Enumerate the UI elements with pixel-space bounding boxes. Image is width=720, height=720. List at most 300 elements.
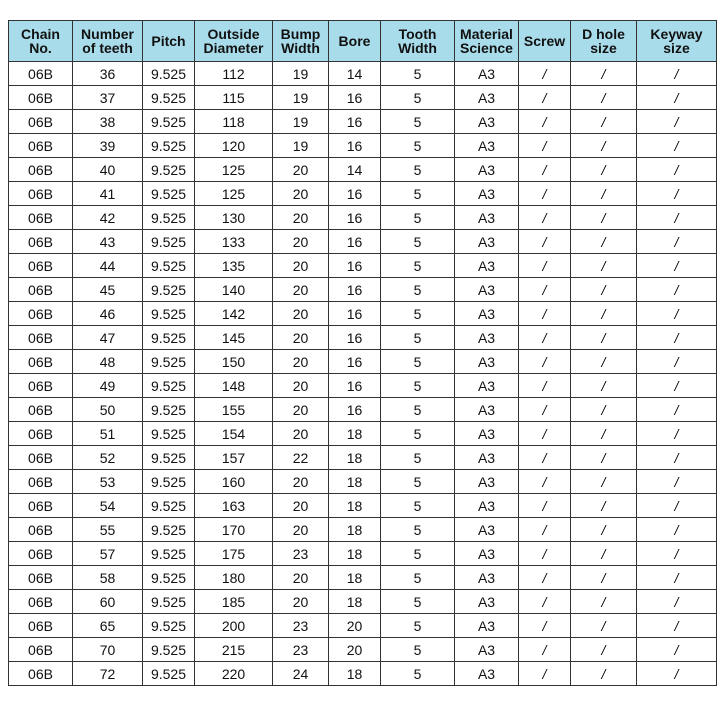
cell-tooth-width: 5 [381,182,455,206]
cell-number-of-teeth: 42 [73,206,143,230]
cell-bump-width: 20 [273,470,329,494]
cell-material-science: A3 [455,326,519,350]
cell-bump-width: 20 [273,566,329,590]
cell-tooth-width: 5 [381,422,455,446]
cell-bore: 16 [329,134,381,158]
cell-tooth-width: 5 [381,350,455,374]
cell-screw: / [519,662,571,686]
header-screw [519,21,571,62]
cell-chain-no: 06B [9,86,73,110]
cell-outside-diameter: 145 [195,326,273,350]
cell-screw: / [519,302,571,326]
table-row [9,494,717,518]
cell-screw: / [519,374,571,398]
cell-outside-diameter: 112 [195,62,273,86]
table-row [9,278,717,302]
cell-outside-diameter: 135 [195,254,273,278]
header-label: Science [460,40,513,56]
table-row [9,398,717,422]
cell-chain-no: 06B [9,422,73,446]
cell-outside-diameter: 157 [195,446,273,470]
cell-screw: / [519,230,571,254]
cell-bump-width: 20 [273,182,329,206]
cell-pitch: 9.525 [143,518,195,542]
cell-bore: 16 [329,302,381,326]
cell-bore: 14 [329,158,381,182]
cell-tooth-width: 5 [381,470,455,494]
cell-chain-no: 06B [9,662,73,686]
cell-material-science: A3 [455,206,519,230]
cell-screw: / [519,206,571,230]
cell-number-of-teeth: 40 [73,158,143,182]
table-row [9,230,717,254]
cell-number-of-teeth: 45 [73,278,143,302]
cell-bore: 18 [329,566,381,590]
cell-bore: 18 [329,542,381,566]
cell-bore: 16 [329,326,381,350]
cell-number-of-teeth: 38 [73,110,143,134]
cell-keyway-size: / [637,326,717,350]
cell-tooth-width: 5 [381,542,455,566]
cell-d-hole-size: / [571,110,637,134]
header-bump-width [273,21,329,62]
cell-d-hole-size: / [571,446,637,470]
cell-keyway-size: / [637,86,717,110]
cell-outside-diameter: 140 [195,278,273,302]
header-label: D hole [582,26,625,42]
cell-bump-width: 22 [273,446,329,470]
cell-outside-diameter: 175 [195,542,273,566]
cell-d-hole-size: / [571,86,637,110]
cell-bore: 16 [329,278,381,302]
cell-d-hole-size: / [571,254,637,278]
cell-number-of-teeth: 65 [73,614,143,638]
cell-outside-diameter: 115 [195,86,273,110]
cell-chain-no: 06B [9,230,73,254]
cell-bore: 16 [329,86,381,110]
table-row [9,182,717,206]
cell-number-of-teeth: 60 [73,590,143,614]
cell-tooth-width: 5 [381,62,455,86]
cell-material-science: A3 [455,542,519,566]
cell-bore: 18 [329,446,381,470]
cell-bump-width: 23 [273,614,329,638]
cell-d-hole-size: / [571,350,637,374]
cell-material-science: A3 [455,614,519,638]
cell-bore: 16 [329,110,381,134]
cell-outside-diameter: 130 [195,206,273,230]
cell-d-hole-size: / [571,542,637,566]
header-number-of-teeth [73,21,143,62]
cell-material-science: A3 [455,182,519,206]
cell-outside-diameter: 150 [195,350,273,374]
cell-chain-no: 06B [9,350,73,374]
cell-bump-width: 20 [273,590,329,614]
cell-material-science: A3 [455,134,519,158]
header-label: Keyway [650,26,703,42]
cell-material-science: A3 [455,638,519,662]
cell-material-science: A3 [455,494,519,518]
cell-keyway-size: / [637,182,717,206]
cell-bump-width: 20 [273,230,329,254]
cell-tooth-width: 5 [381,230,455,254]
cell-pitch: 9.525 [143,278,195,302]
cell-keyway-size: / [637,230,717,254]
cell-screw: / [519,566,571,590]
cell-tooth-width: 5 [381,326,455,350]
cell-chain-no: 06B [9,206,73,230]
cell-keyway-size: / [637,350,717,374]
cell-number-of-teeth: 39 [73,134,143,158]
cell-pitch: 9.525 [143,110,195,134]
cell-number-of-teeth: 37 [73,86,143,110]
cell-material-science: A3 [455,302,519,326]
cell-screw: / [519,542,571,566]
cell-keyway-size: / [637,470,717,494]
cell-bump-width: 19 [273,62,329,86]
cell-outside-diameter: 160 [195,470,273,494]
cell-bump-width: 19 [273,86,329,110]
cell-pitch: 9.525 [143,566,195,590]
cell-screw: / [519,614,571,638]
cell-chain-no: 06B [9,398,73,422]
cell-chain-no: 06B [9,62,73,86]
cell-chain-no: 06B [9,326,73,350]
cell-bore: 18 [329,494,381,518]
cell-number-of-teeth: 72 [73,662,143,686]
cell-pitch: 9.525 [143,350,195,374]
cell-bore: 16 [329,230,381,254]
cell-tooth-width: 5 [381,638,455,662]
cell-outside-diameter: 163 [195,494,273,518]
sprocket-spec-table [8,20,717,686]
cell-tooth-width: 5 [381,446,455,470]
cell-tooth-width: 5 [381,518,455,542]
header-chain-no [9,21,73,62]
cell-chain-no: 06B [9,614,73,638]
table-row [9,470,717,494]
cell-outside-diameter: 154 [195,422,273,446]
cell-chain-no: 06B [9,590,73,614]
cell-pitch: 9.525 [143,134,195,158]
cell-tooth-width: 5 [381,590,455,614]
cell-screw: / [519,134,571,158]
header-pitch [143,21,195,62]
cell-screw: / [519,326,571,350]
cell-d-hole-size: / [571,302,637,326]
cell-keyway-size: / [637,374,717,398]
cell-bump-width: 20 [273,302,329,326]
cell-keyway-size: / [637,590,717,614]
cell-bump-width: 23 [273,638,329,662]
cell-keyway-size: / [637,134,717,158]
table-row [9,446,717,470]
cell-pitch: 9.525 [143,182,195,206]
cell-bore: 18 [329,590,381,614]
cell-pitch: 9.525 [143,638,195,662]
cell-screw: / [519,638,571,662]
cell-pitch: 9.525 [143,254,195,278]
header-bore [329,21,381,62]
table-row [9,158,717,182]
cell-keyway-size: / [637,302,717,326]
cell-keyway-size: / [637,254,717,278]
cell-d-hole-size: / [571,182,637,206]
cell-d-hole-size: / [571,590,637,614]
cell-keyway-size: / [637,446,717,470]
cell-pitch: 9.525 [143,206,195,230]
cell-bore: 16 [329,182,381,206]
cell-number-of-teeth: 49 [73,374,143,398]
cell-outside-diameter: 133 [195,230,273,254]
cell-pitch: 9.525 [143,230,195,254]
cell-material-science: A3 [455,350,519,374]
cell-material-science: A3 [455,590,519,614]
cell-bump-width: 20 [273,494,329,518]
cell-tooth-width: 5 [381,302,455,326]
cell-tooth-width: 5 [381,278,455,302]
cell-material-science: A3 [455,518,519,542]
cell-chain-no: 06B [9,566,73,590]
header-label: Chain [21,26,60,42]
cell-d-hole-size: / [571,278,637,302]
cell-chain-no: 06B [9,158,73,182]
cell-keyway-size: / [637,110,717,134]
cell-outside-diameter: 120 [195,134,273,158]
header-label: Screw [523,33,566,49]
header-label: of teeth [82,40,133,56]
cell-d-hole-size: / [571,470,637,494]
cell-tooth-width: 5 [381,614,455,638]
cell-screw: / [519,398,571,422]
cell-bump-width: 23 [273,542,329,566]
cell-bore: 16 [329,254,381,278]
cell-pitch: 9.525 [143,446,195,470]
cell-pitch: 9.525 [143,86,195,110]
cell-chain-no: 06B [9,182,73,206]
cell-material-science: A3 [455,278,519,302]
cell-pitch: 9.525 [143,494,195,518]
cell-material-science: A3 [455,254,519,278]
cell-outside-diameter: 180 [195,566,273,590]
cell-bump-width: 20 [273,254,329,278]
cell-number-of-teeth: 46 [73,302,143,326]
cell-pitch: 9.525 [143,62,195,86]
cell-outside-diameter: 220 [195,662,273,686]
cell-keyway-size: / [637,62,717,86]
cell-chain-no: 06B [9,302,73,326]
cell-screw: / [519,590,571,614]
table-row [9,326,717,350]
header-label: Number [81,26,134,42]
table-row [9,638,717,662]
cell-bore: 16 [329,350,381,374]
cell-pitch: 9.525 [143,614,195,638]
header-tooth-width [381,21,455,62]
cell-pitch: 9.525 [143,398,195,422]
cell-material-science: A3 [455,566,519,590]
cell-screw: / [519,62,571,86]
cell-tooth-width: 5 [381,158,455,182]
table-row [9,518,717,542]
cell-pitch: 9.525 [143,542,195,566]
header-label: Material [460,26,513,42]
cell-chain-no: 06B [9,542,73,566]
cell-material-science: A3 [455,662,519,686]
cell-material-science: A3 [455,374,519,398]
table-row [9,662,717,686]
cell-d-hole-size: / [571,374,637,398]
cell-d-hole-size: / [571,566,637,590]
cell-chain-no: 06B [9,494,73,518]
cell-number-of-teeth: 36 [73,62,143,86]
cell-material-science: A3 [455,470,519,494]
cell-outside-diameter: 185 [195,590,273,614]
cell-outside-diameter: 155 [195,398,273,422]
cell-pitch: 9.525 [143,374,195,398]
header-label: Bump [280,26,321,42]
cell-bore: 18 [329,422,381,446]
cell-number-of-teeth: 57 [73,542,143,566]
cell-outside-diameter: 142 [195,302,273,326]
cell-keyway-size: / [637,638,717,662]
cell-bump-width: 19 [273,110,329,134]
header-keyway-size [637,21,717,62]
cell-bump-width: 20 [273,422,329,446]
cell-screw: / [519,278,571,302]
header-outside-diameter [195,21,273,62]
cell-keyway-size: / [637,398,717,422]
cell-keyway-size: / [637,518,717,542]
table-row [9,206,717,230]
cell-bore: 20 [329,614,381,638]
table-row [9,422,717,446]
cell-d-hole-size: / [571,326,637,350]
cell-d-hole-size: / [571,134,637,158]
cell-material-science: A3 [455,422,519,446]
cell-tooth-width: 5 [381,374,455,398]
cell-screw: / [519,470,571,494]
cell-bump-width: 20 [273,398,329,422]
table-row [9,374,717,398]
table-header-row [9,21,717,62]
cell-pitch: 9.525 [143,158,195,182]
cell-number-of-teeth: 44 [73,254,143,278]
cell-keyway-size: / [637,158,717,182]
cell-outside-diameter: 215 [195,638,273,662]
cell-keyway-size: / [637,278,717,302]
cell-tooth-width: 5 [381,494,455,518]
cell-d-hole-size: / [571,422,637,446]
cell-chain-no: 06B [9,446,73,470]
cell-d-hole-size: / [571,158,637,182]
cell-bump-width: 19 [273,134,329,158]
table-row [9,86,717,110]
cell-chain-no: 06B [9,110,73,134]
header-label: Diameter [203,40,264,56]
cell-outside-diameter: 170 [195,518,273,542]
header-label: size [590,40,617,56]
header-label: Outside [207,26,260,42]
header-label: Tooth [398,26,437,42]
cell-material-science: A3 [455,62,519,86]
cell-material-science: A3 [455,230,519,254]
header-material-science [455,21,519,62]
cell-material-science: A3 [455,158,519,182]
cell-keyway-size: / [637,542,717,566]
table-row [9,566,717,590]
cell-screw: / [519,158,571,182]
cell-screw: / [519,518,571,542]
cell-bore: 20 [329,638,381,662]
cell-keyway-size: / [637,206,717,230]
cell-outside-diameter: 148 [195,374,273,398]
cell-pitch: 9.525 [143,326,195,350]
table-body [9,62,717,686]
cell-number-of-teeth: 53 [73,470,143,494]
cell-tooth-width: 5 [381,110,455,134]
header-label: Bore [338,33,371,49]
cell-bore: 16 [329,374,381,398]
header-d-hole-size [571,21,637,62]
cell-d-hole-size: / [571,398,637,422]
cell-outside-diameter: 125 [195,158,273,182]
cell-tooth-width: 5 [381,254,455,278]
cell-pitch: 9.525 [143,662,195,686]
cell-d-hole-size: / [571,206,637,230]
cell-bump-width: 20 [273,518,329,542]
cell-number-of-teeth: 55 [73,518,143,542]
cell-tooth-width: 5 [381,662,455,686]
cell-chain-no: 06B [9,518,73,542]
cell-number-of-teeth: 51 [73,422,143,446]
table-row [9,542,717,566]
cell-outside-diameter: 200 [195,614,273,638]
cell-tooth-width: 5 [381,398,455,422]
cell-number-of-teeth: 48 [73,350,143,374]
cell-tooth-width: 5 [381,86,455,110]
cell-bore: 16 [329,398,381,422]
table-row [9,110,717,134]
cell-d-hole-size: / [571,638,637,662]
cell-screw: / [519,182,571,206]
cell-chain-no: 06B [9,374,73,398]
cell-bump-width: 20 [273,206,329,230]
cell-d-hole-size: / [571,62,637,86]
table-row [9,590,717,614]
spec-table-container [8,20,716,686]
cell-screw: / [519,422,571,446]
cell-chain-no: 06B [9,254,73,278]
cell-chain-no: 06B [9,134,73,158]
cell-material-science: A3 [455,446,519,470]
table-row [9,254,717,278]
table-row [9,614,717,638]
cell-material-science: A3 [455,398,519,422]
cell-screw: / [519,254,571,278]
cell-outside-diameter: 125 [195,182,273,206]
cell-chain-no: 06B [9,278,73,302]
table-row [9,62,717,86]
cell-pitch: 9.525 [143,422,195,446]
header-label: Pitch [151,33,186,49]
cell-number-of-teeth: 43 [73,230,143,254]
header-label: No. [29,40,52,56]
cell-keyway-size: / [637,422,717,446]
cell-keyway-size: / [637,662,717,686]
cell-chain-no: 06B [9,638,73,662]
table-row [9,134,717,158]
